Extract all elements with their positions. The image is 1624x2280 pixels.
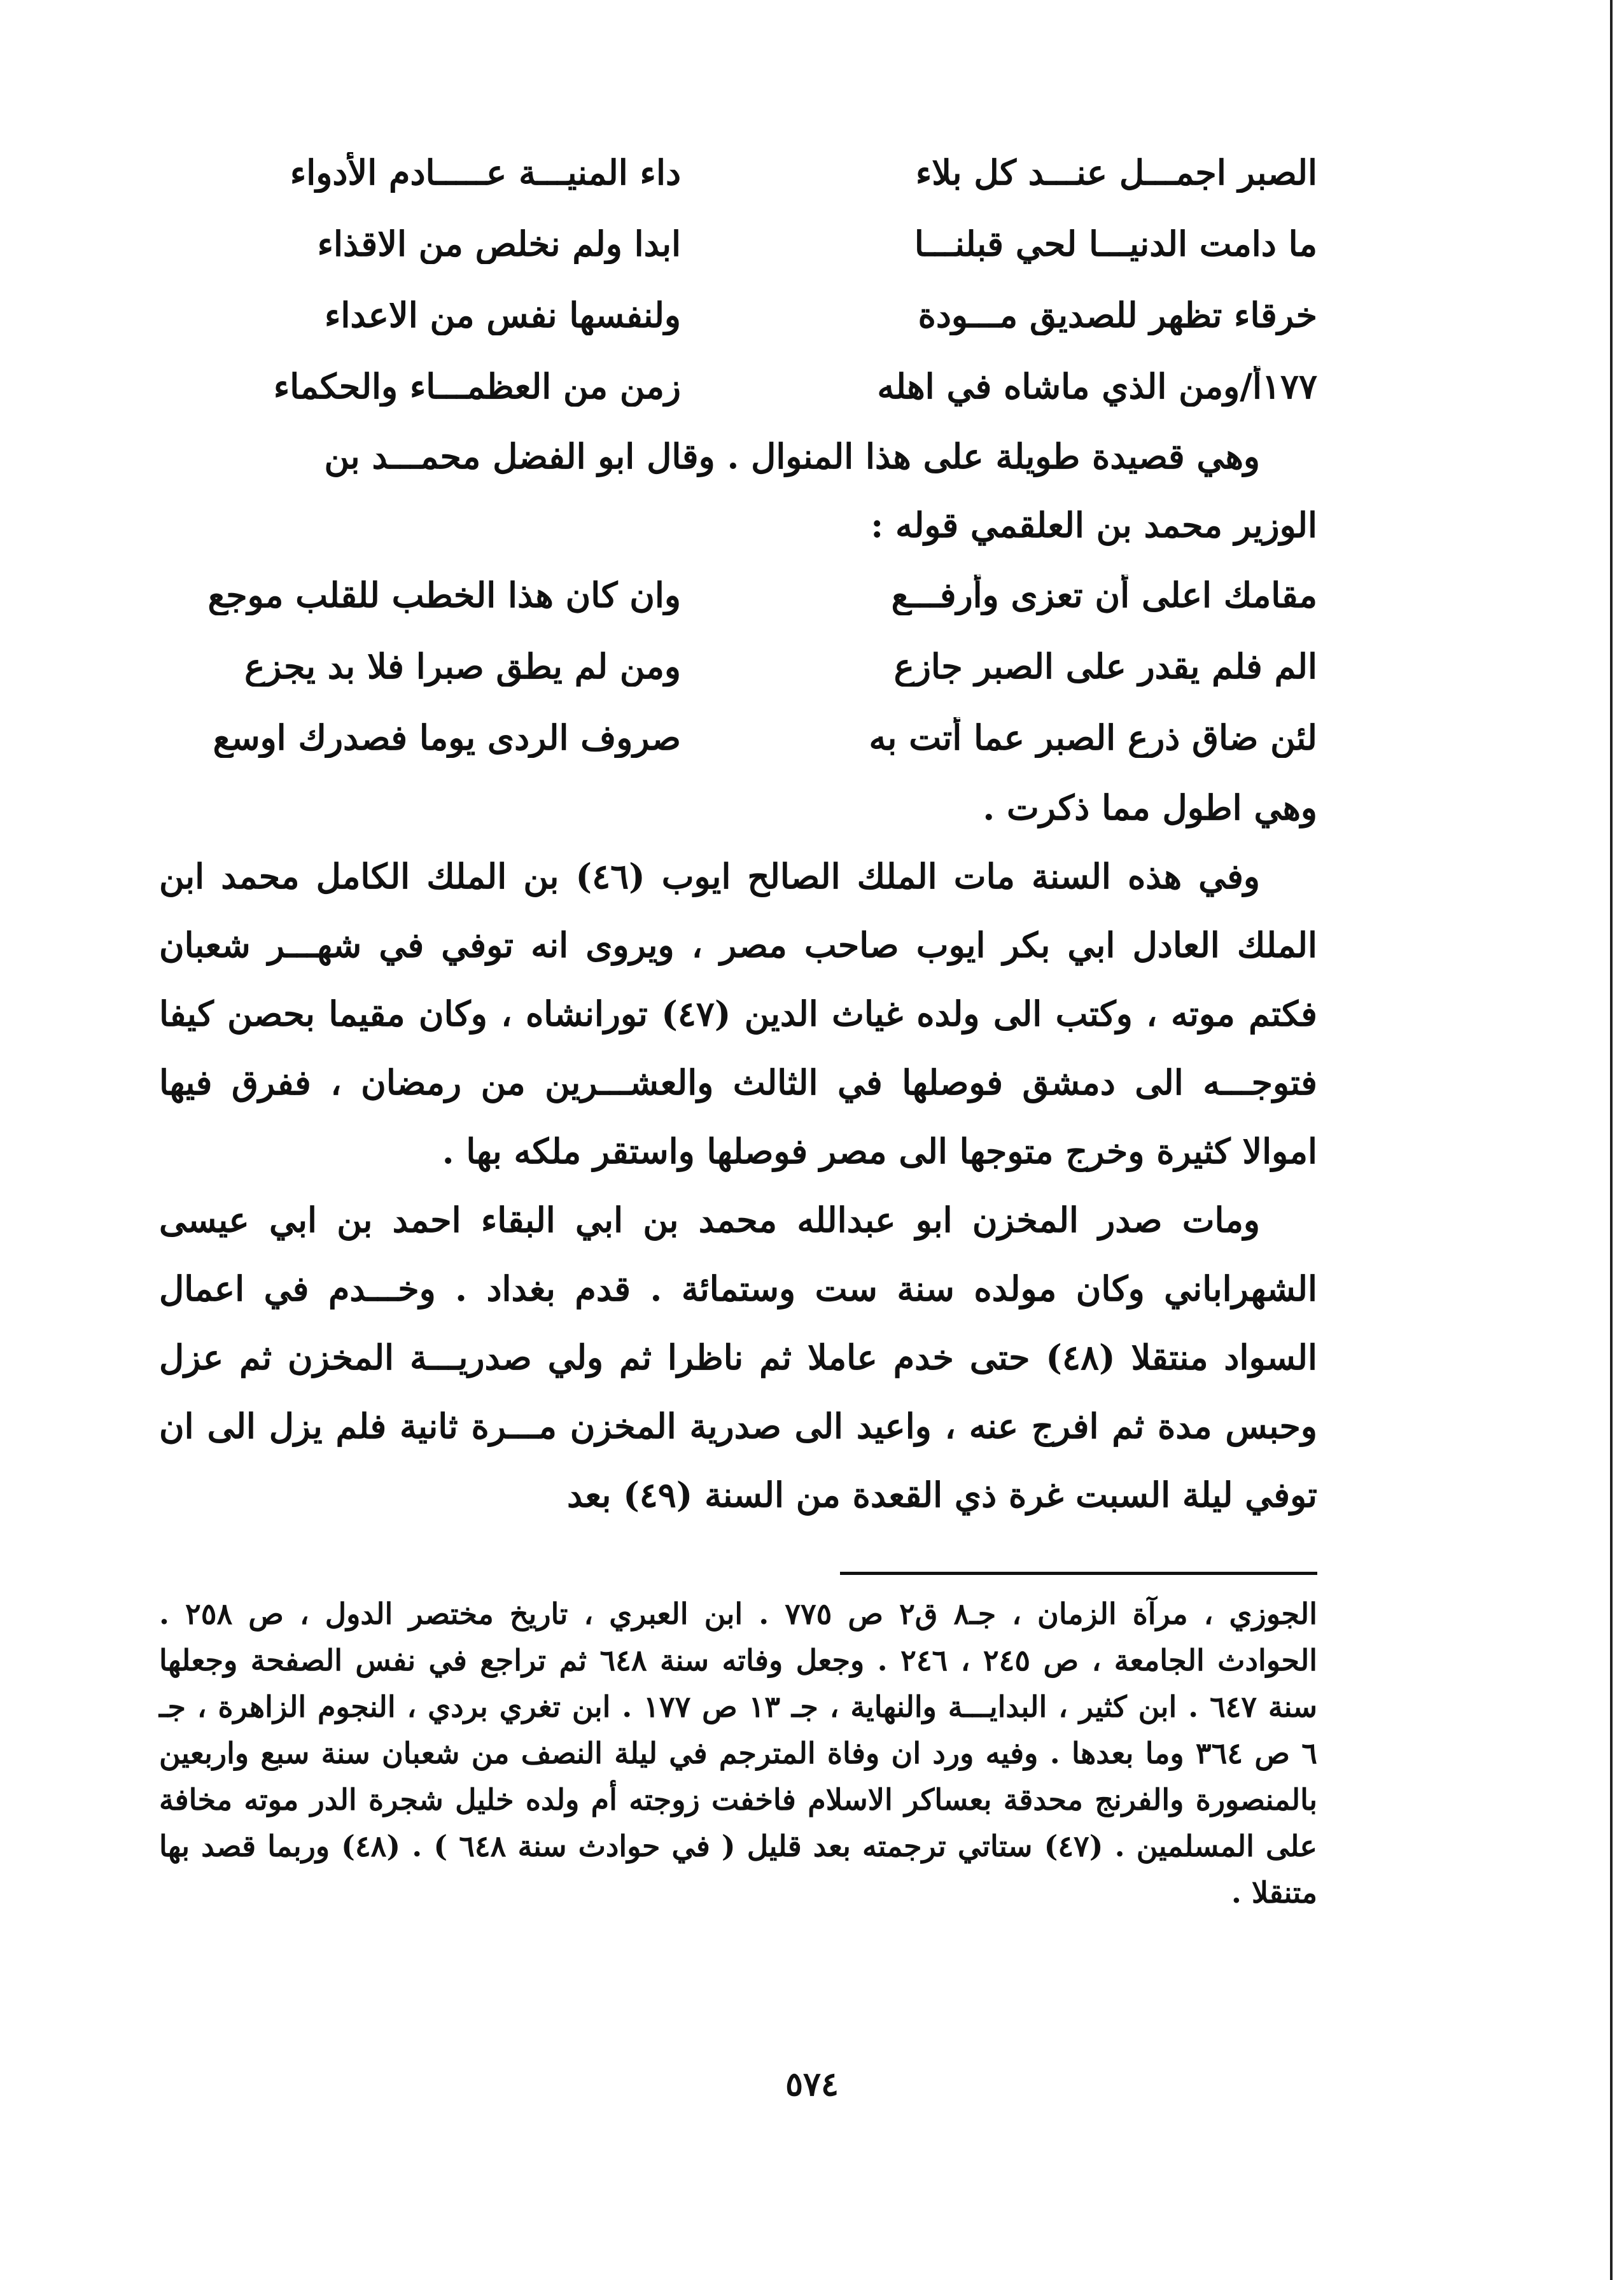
footnotes-block <box>159 1591 1317 1916</box>
paragraph-closing-note: وهي اطول مما ذكرت . <box>983 787 1317 828</box>
verse <box>159 702 1317 773</box>
verse-first-hemistich: لئن ضاق ذرع الصبر عما أتت به <box>869 717 1317 758</box>
page-body <box>159 137 1317 1529</box>
verse-second-hemistich: ابدا ولم نخلص من الاقذاء <box>317 223 681 264</box>
verse-second-hemistich: داء المنيـــة عـــــادم الأدواء <box>290 152 681 193</box>
paragraph-intro-continuation: الوزير محمد بن العلقمي قوله : <box>871 505 1317 545</box>
verse <box>159 137 1317 208</box>
verse-second-hemistich: ومن لم يطق صبرا فلا بد يجزع <box>244 646 681 687</box>
verse-first-hemistich: خرقاء تظهر للصديق مـــودة <box>918 295 1317 335</box>
footnote-separator <box>840 1572 1317 1575</box>
verse-second-hemistich: وان كان هذا الخطب للقلب موجع <box>207 575 681 615</box>
verse-first-hemistich: ١٧٧أ/ومن الذي ماشاه في اهله <box>877 366 1317 407</box>
paragraph-death-of-ayyub: وفي هذه السنة مات الملك الصالح ايوب (٤٦) بن الملك الكامل محمد ابن الملك العادل ابي بكر ايوب صاحب مصر ، ويروى انه توفي في شهـــر شعبان فكتم موته ، وكتب الى ولده غياث الدين (٤٧) تورانشاه ، وكان مقيما بحصن كيفا فتوجـــه الى دمشق فوصلها في الثالث والعشـــرين من رمضان ، ففرق فيها اموالا كثيرة وخرج متوجها الى مصر فوصلها واستقر ملكه بها . <box>159 856 1317 1171</box>
verse-second-hemistich: صروف الردى يوما فصدرك اوسع <box>213 717 681 758</box>
verse <box>159 351 1317 422</box>
verse-first-hemistich: الصبر اجمـــل عنـــد كل بلاء <box>915 152 1317 193</box>
poem-block-1 <box>159 137 1317 422</box>
verse <box>159 631 1317 702</box>
verse <box>159 208 1317 279</box>
verse-first-hemistich: مقامك اعلى أن تعزى وأرفـــع <box>891 575 1317 615</box>
page-number: ٥٧٤ <box>785 2065 839 2104</box>
verse <box>159 279 1317 351</box>
poem-block-2 <box>159 559 1317 773</box>
footnotes-text: الجوزي ، مرآة الزمان ، جـ٨ ق٢ ص ٧٧٥ . ابن العبري ، تاريخ مختصر الدول ، ص ٢٥٨ . الحوادث الجامعة ، ص ٢٤٥ ، ٢٤٦ . وجعل وفاته سنة ٦٤٨ ثم تراجع في نفس الصفحة وجعلها سنة ٦٤٧ . ابن كثير ، البدايـــة والنهاية ، جـ ١٣ ص ١٧٧ . ابن تغري بردي ، النجوم الزاهرة ، جـ ٦ ص ٣٦٤ وما بعدها . وفيه ورد ان وفاة المترجم في ليلة النصف من شعبان سنة سبع واربعين بالمنصورة والفرنج محدقة بعساكر الاسلام فاخفت زوجته أم ولده خليل شجرة الدر موته مخافة على المسلمين . (٤٧) ستاتي ترجمته بعد قليل ( في حوادث سنة ٦٤٨ ) . (٤٨) وربما قصد بها متنقلا . <box>159 1597 1318 1910</box>
paragraph-death-of-sadr-almakhzan: ومات صدر المخزن ابو عبدالله محمد بن ابي البقاء احمد بن ابي عيسى الشهراباني وكان مولده سنة ست وستمائة . قدم بغداد . وخـــدم في اعمال السواد منتقلا (٤٨) حتى خدم عاملا ثم ناظرا ثم ولي صدريـــة المخزن ثم عزل وحبس مدة ثم افرج عنه ، واعيد الى صدرية المخزن مـــرة ثانية فلم يزل الى ان توفي ليلة السبت غرة ذي القعدة من السنة (٤٩) بعد <box>159 1199 1317 1515</box>
verse-second-hemistich: زمن من العظمـــاء والحكماء <box>273 366 681 407</box>
paragraph-intro-line: وهي قصيدة طويلة على هذا المنوال . وقال ابو الفضل محمـــد بن <box>324 436 1260 477</box>
verse-second-hemistich: ولنفسها نفس من الاعداء <box>324 295 681 335</box>
page-edge-border <box>1610 0 1613 2280</box>
verse-first-hemistich: ما دامت الدنيـــا لحي قبلنـــا <box>914 223 1317 264</box>
verse-first-hemistich: الم فلم يقدر على الصبر جازع <box>893 646 1317 687</box>
verse <box>159 559 1317 631</box>
